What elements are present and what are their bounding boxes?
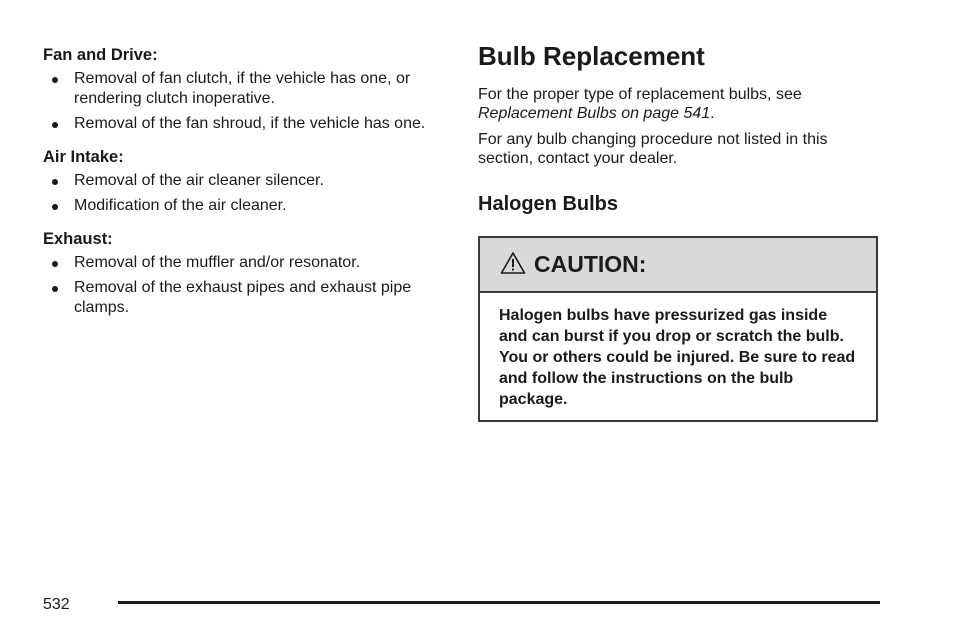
list-item-text: Removal of the air cleaner silencer. xyxy=(74,172,324,189)
page-title: Bulb Replacement xyxy=(478,41,705,71)
replacement-bulbs-paragraph xyxy=(478,85,880,123)
bullet-icon xyxy=(52,286,58,292)
bullet-icon xyxy=(52,122,58,128)
list-item xyxy=(43,69,439,109)
list-item xyxy=(43,278,439,318)
section-heading-air-intake: Air Intake: xyxy=(43,148,124,166)
right-column xyxy=(478,40,880,217)
list-item xyxy=(43,253,439,273)
list-item-text: Removal of the muffler and/or resonator. xyxy=(74,254,361,271)
list-item-text: Removal of the fan shroud, if the vehicle has one. xyxy=(74,115,426,132)
dealer-paragraph: For any bulb changing procedure not listed in this section, contact your dealer. xyxy=(478,131,828,167)
list-item-text: Removal of the exhaust pipes and exhaust pipe clamps. xyxy=(74,279,412,316)
list-item xyxy=(43,196,439,216)
section-heading-exhaust: Exhaust: xyxy=(43,230,113,248)
caution-header xyxy=(480,238,876,293)
cross-reference-link[interactable]: Replacement Bulbs on page 541 xyxy=(478,105,711,122)
air-intake-list xyxy=(43,171,443,216)
warning-triangle-icon xyxy=(500,251,526,275)
list-item xyxy=(43,114,439,134)
caution-box xyxy=(478,236,878,422)
left-column xyxy=(43,45,443,323)
bullet-icon xyxy=(52,179,58,185)
footer-divider xyxy=(118,601,880,604)
caution-text: Halogen bulbs have pressurized gas inside and can burst if you drop or scratch the bulb. You or others could be injured. Be sure to read and follow the instructions on the bulb package. xyxy=(499,307,856,408)
caution-label: CAUTION: xyxy=(534,251,647,277)
page-number: 532 xyxy=(43,596,70,613)
paragraph-end: . xyxy=(710,105,715,122)
paragraph-text: For the proper type of replacement bulbs, see xyxy=(478,86,802,103)
exhaust-list xyxy=(43,253,443,318)
list-item xyxy=(43,171,439,191)
list-item-text: Removal of fan clutch, if the vehicle has one, or rendering clutch inoperative. xyxy=(74,70,411,107)
list-item-text: Modification of the air cleaner. xyxy=(74,197,287,214)
halogen-bulbs-heading: Halogen Bulbs xyxy=(478,193,619,215)
bullet-icon xyxy=(52,77,58,83)
bullet-icon xyxy=(52,204,58,210)
bullet-icon xyxy=(52,261,58,267)
fan-drive-list xyxy=(43,69,443,134)
section-heading-fan-drive: Fan and Drive: xyxy=(43,46,158,64)
